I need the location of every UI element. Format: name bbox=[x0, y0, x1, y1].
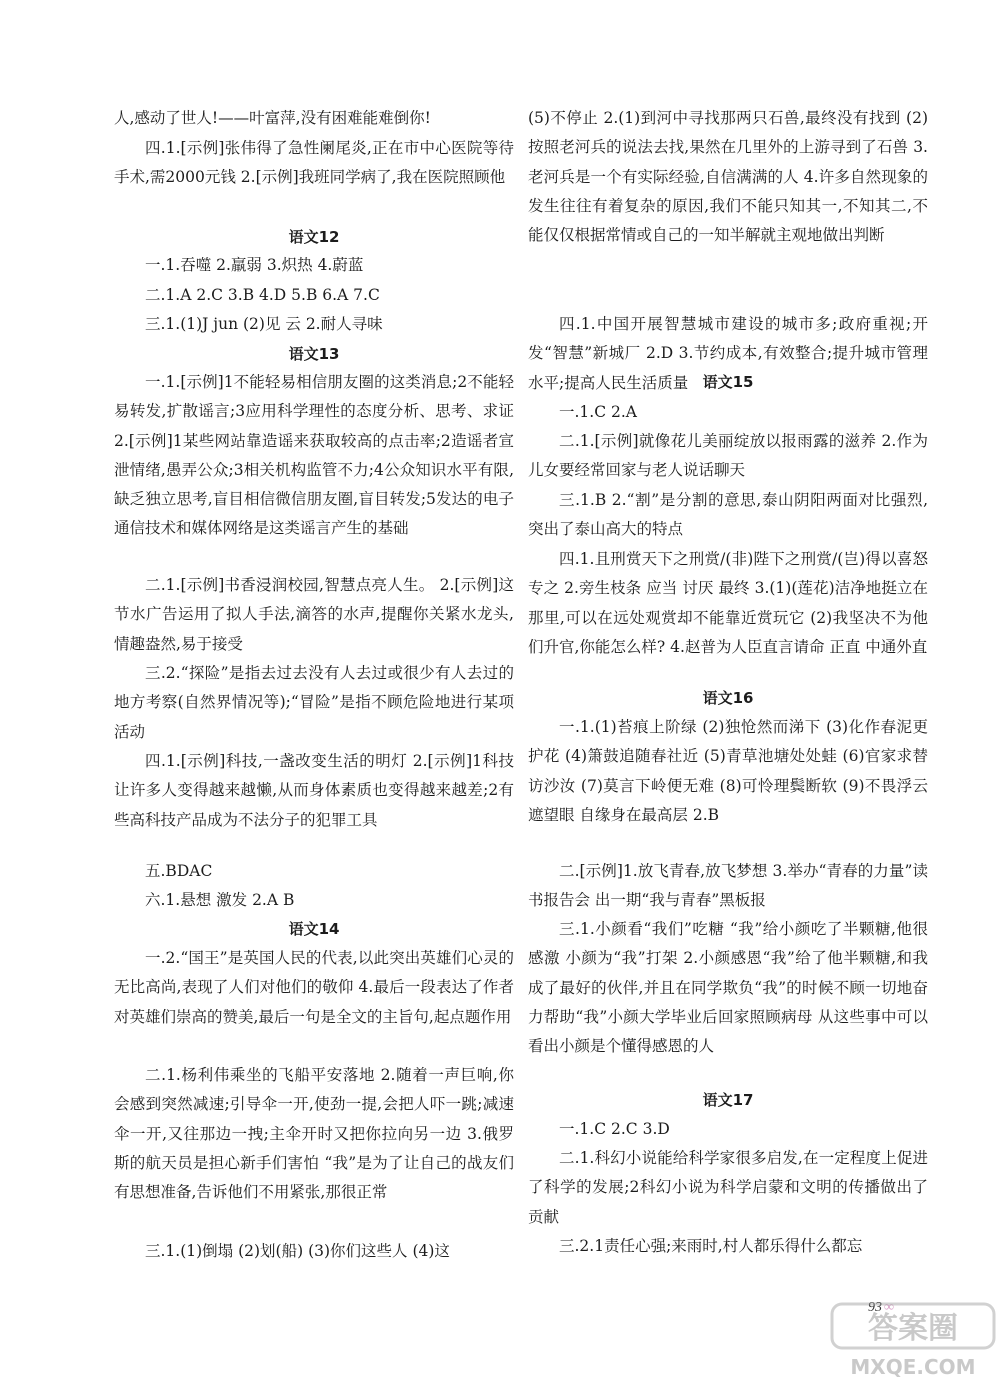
paragraph: 二.1.A 2.C 3.B 4.D 5.B 6.A 7.C bbox=[145, 286, 380, 304]
left-column bbox=[114, 0, 514, 1383]
paragraph: 五.BDAC bbox=[145, 862, 213, 880]
paragraph: 三.1.B 2.“割”是分割的意思,泰山阴阳两面对比强烈,突出了泰山高大的特点 bbox=[528, 491, 928, 539]
paragraph: 三.2.“探险”是指去过去没有人去过或很少有人去过的地方考察(自然界情况等);“冒险”是指不顾危险地进行某项活动 bbox=[114, 664, 514, 741]
paragraph: 三.2.1责任心强;来雨时,村人都乐得什么都忘 bbox=[559, 1237, 863, 1255]
paragraph: 人,感动了世人!——叶富萍,没有困难能难倒你! bbox=[114, 109, 431, 127]
paragraph: 四.1.[示例]张伟得了急性阑尾炎,正在市中心医院等待手术,需2000元钱 2.[示例]我班同学病了,我在医院照顾他 bbox=[114, 139, 514, 187]
paragraph: 一.1.(1)苔痕上阶绿 (2)独怆然而涕下 (3)化作春泥更护花 (4)箫鼓追随春社近 (5)青草池塘处处蛙 (6)官家求替访沙汝 (7)莫言下岭便无难 (8)可怜理鬓断软 (9)不畏浮云遮望眼 自缘身在最高层 2.B bbox=[528, 718, 928, 824]
section-heading-12: 语文12 bbox=[288, 228, 340, 246]
page-number-text: 93 bbox=[868, 1300, 882, 1315]
section-heading-17: 语文17 bbox=[702, 1091, 754, 1109]
watermark-url: MXQE.COM bbox=[850, 1355, 976, 1379]
section-heading-14: 语文14 bbox=[288, 920, 340, 938]
paragraph: 一.1.C 2.C 3.D bbox=[559, 1120, 670, 1138]
paragraph: 一.1.C 2.A bbox=[559, 403, 637, 421]
paragraph: 四.1.且刑赏天下之刑赏/(非)陛下之刑赏/(岂)得以喜怒专之 2.旁生枝条 应当 讨厌 最终 3.(1)(莲花)洁净地挺立在那里,可以在远处观赏却不能靠近赏玩它 (2)我坚决不为他们升官,你能怎么样? 4.赵普为人臣直言请命 正直 中通外直 bbox=[528, 550, 928, 656]
paragraph: 二.1.杨利伟乘坐的飞船平安落地 2.随着一声巨响,你会感到突然减速;引导伞一开,使劲一提,会把人吓一跳;减速伞一开,又往那边一拽;主伞开时又把你拉向另一边 3.俄罗斯的航天员是担心新手们害怕 “我”是为了让自己的战友们有思想准备,告诉他们不用紧张,那很正常 bbox=[114, 1066, 514, 1202]
paragraph: 二.[示例]1.放飞青春,放飞梦想 3.举办“青春的力量”读书报告会 出一期“我与青春”黑板报 bbox=[528, 862, 928, 910]
section-heading-15: 语文15 bbox=[702, 373, 754, 391]
paragraph: 一.1.吞噬 2.羸弱 3.炽热 4.蔚蓝 bbox=[145, 256, 364, 274]
paragraph: (5)不停止 2.(1)到河中寻找那两只石兽,最终没有找到 (2)按照老河兵的说法去找,果然在几里外的上游寻到了石兽 3.老河兵是一个有实际经验,自信满满的人 4.许多自然现象的发生往往有着复杂的原因,我们不能只知其一,不知其二,不能仅仅根据常情或自己的一知半解就主观地做出判断 bbox=[528, 109, 928, 245]
watermark-title: 答案圈 bbox=[868, 1311, 958, 1346]
paragraph: 二.1.科幻小说能给科学家很多启发,在一定程度上促进了科学的发展;2科幻小说为科学启蒙和文明的传播做出了贡献 bbox=[528, 1149, 928, 1226]
watermark-logo bbox=[826, 1300, 1000, 1383]
paragraph: 三.1.小颜看“我们”吃糖 “我”给小颜吃了半颗糖,他很感激 小颜为“我”打架 2.小颜感恩“我”给了他半颗糖,和我成了最好的伙伴,并且在同学欺负“我”的时候不顾一切地奋力帮助“我”小颜大学毕业后回家照顾病母 从这些事中可以看出小颜是个懂得感恩的人 bbox=[528, 920, 928, 1056]
paragraph: 二.1.[示例]书香浸润校园,智慧点亮人生。 2.[示例]这节水广告运用了拟人手法,滴答的水声,提醒你关紧水龙头,情趣盎然,易于接受 bbox=[114, 576, 514, 653]
right-column bbox=[528, 0, 928, 1383]
paragraph: 六.1.悬想 激发 2.A B bbox=[145, 891, 295, 909]
section-heading-16: 语文16 bbox=[702, 689, 754, 707]
section-heading-13: 语文13 bbox=[288, 345, 340, 363]
paragraph: 三.1.(1)倒塌 (2)划(船) (3)你们这些人 (4)这 bbox=[145, 1242, 450, 1260]
paragraph: 一.2.“国王”是英国人民的代表,以此突出英雄们心灵的无比高尚,表现了人们对他们的敬仰 4.最后一段表达了作者对英雄们崇高的赞美,最后一句是全文的主旨句,起点题作用 bbox=[114, 949, 514, 1026]
paragraph: 三.1.(1)J jun (2)见 云 2.耐人寻味 bbox=[145, 315, 383, 333]
paragraph: 四.1.中国开展智慧城市建设的城市多;政府重视;开发“智慧”新城厂 2.D 3.节约成本,有效整合;提升城市管理水平;提高人民生活质量 bbox=[528, 315, 928, 392]
paragraph: 二.1.[示例]就像花儿美丽绽放以报雨露的滋养 2.作为儿女要经常回家与老人说话聊天 bbox=[528, 432, 928, 480]
paragraph: 四.1.[示例]科技,一盏改变生活的明灯 2.[示例]1科技让许多人变得越来越懒,从而身体素质也变得越来越差;2有些高科技产品成为不法分子的犯罪工具 bbox=[114, 752, 514, 829]
paragraph: 一.1.[示例]1不能轻易相信朋友圈的这类消息;2不能轻易转发,扩散谣言;3应用科学理性的态度分析、思考、求证 2.[示例]1某些网站靠造谣来获取较高的点击率;2造谣者宣泄情绪,愚弄公众;3相关机构监管不力;4公众知识水平有限,缺乏独立思考,盲目相信微信朋友圈,盲目转发;5发达的电子通信技术和媒体网络是这类谣言产生的基础 bbox=[114, 373, 514, 538]
decoration-icon: ∞ bbox=[884, 1300, 894, 1315]
